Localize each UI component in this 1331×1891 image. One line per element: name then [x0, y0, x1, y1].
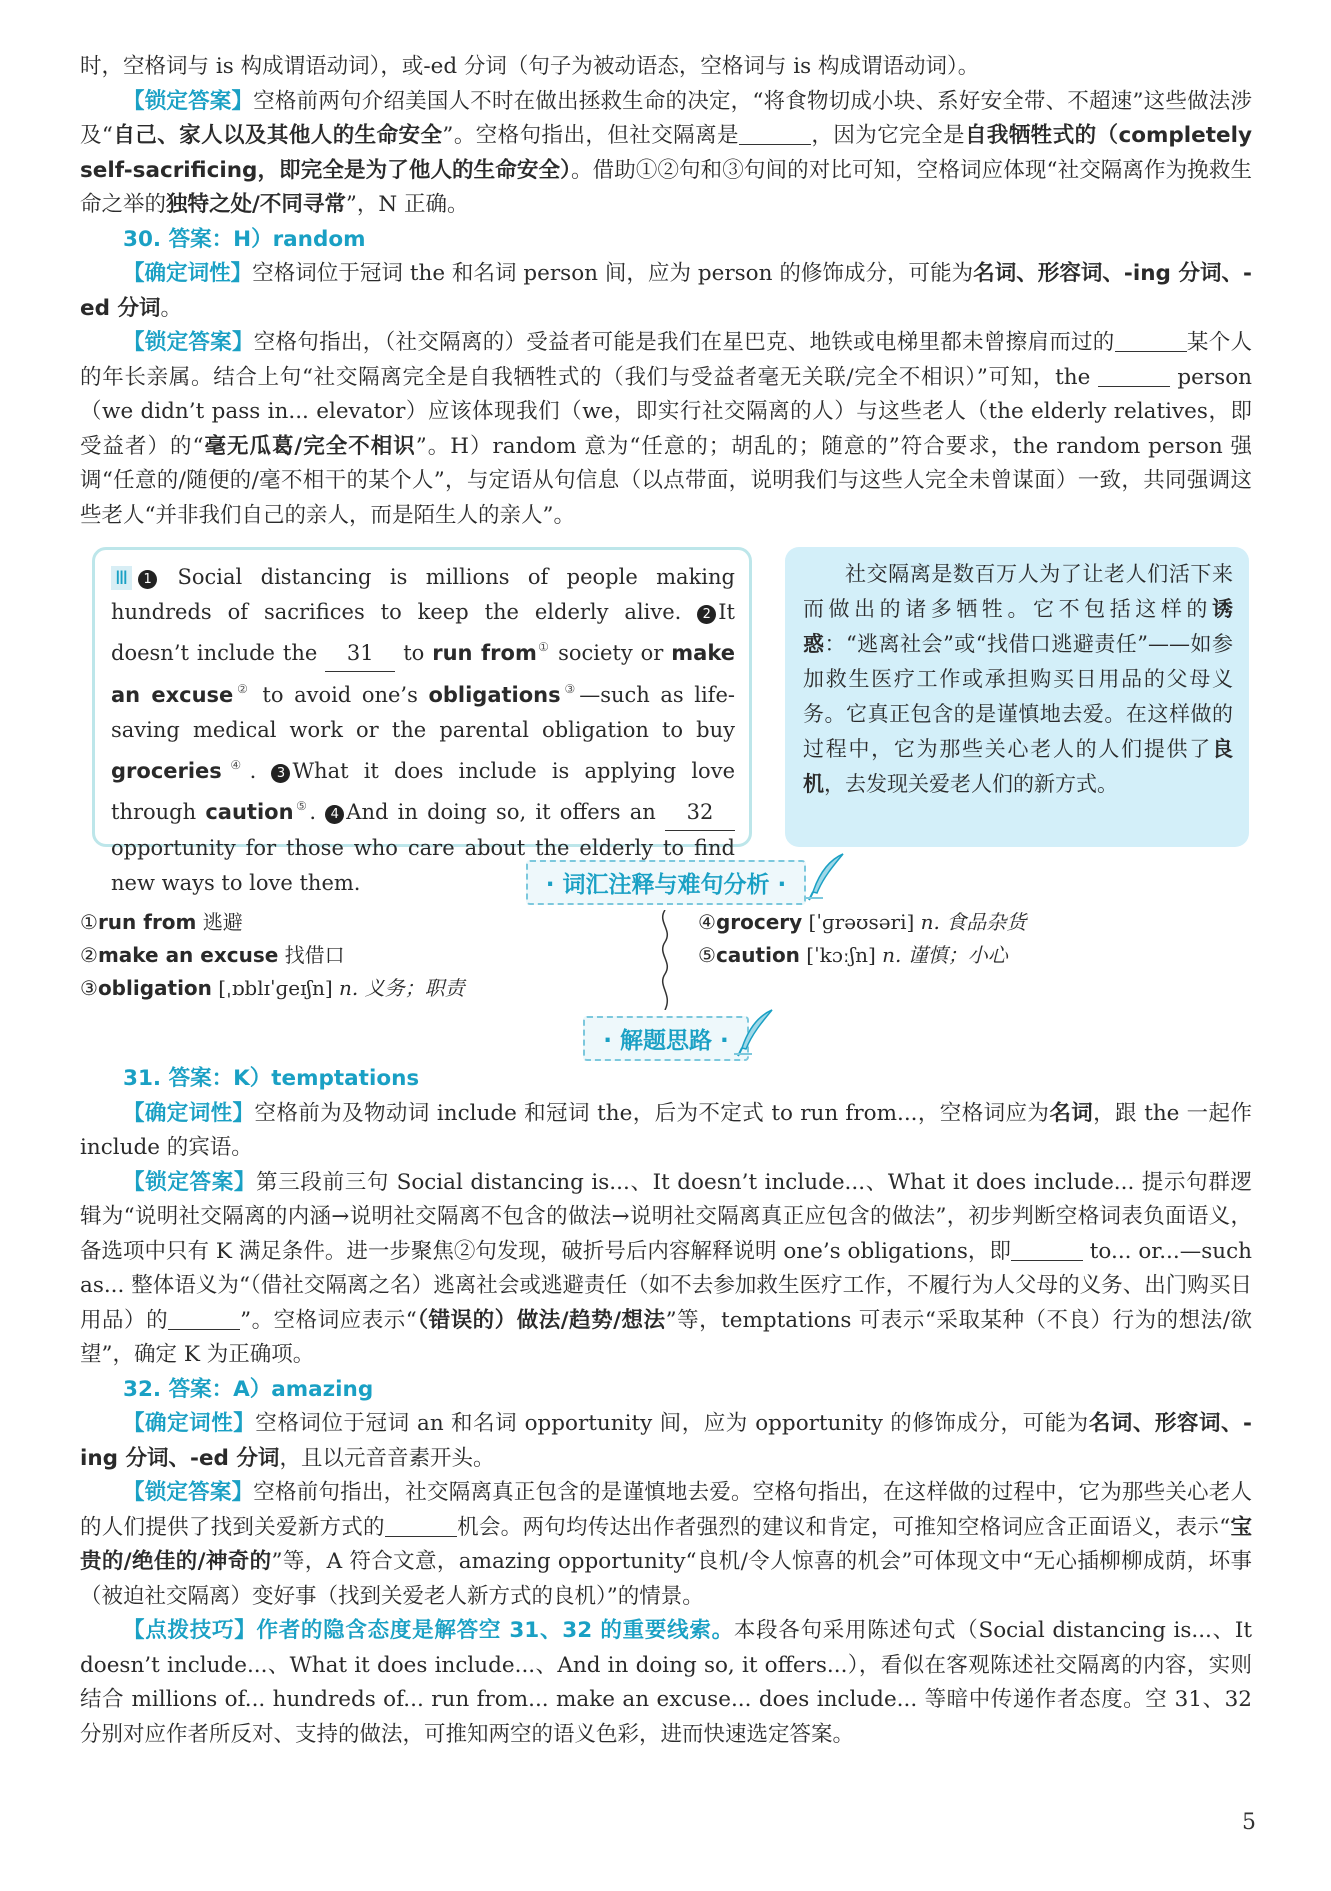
text: . [309, 800, 317, 824]
bold-text: 名词、形容词、-ing 分词、-ed 分词 [80, 1411, 1252, 1471]
vocab-word: obligation [97, 976, 212, 1000]
vocab-item [80, 906, 465, 939]
vocab-pronunciation: [ˈɡrəʊsəri] [808, 910, 915, 934]
vocab-banner [80, 852, 1252, 906]
tag-lock-answer: 【锁定答案】 [123, 1169, 257, 1195]
para-continuation: 时，空格词与 is 构成谓语动词），或-ed 分词（句子为被动语态，空格词与 is 构成谓语动词）。 [80, 54, 980, 79]
tag-lock-answer: 【锁定答案】 [123, 1480, 254, 1505]
text: 第三段前三句 Social distancing is...、It doesn’t include...、What it does include... 提示句群逻辑为“说明社交隔离的内涵→说明社交隔离不包含的做法→说明社交隔离真正应包含的做法”，初步判断空格词表负面语义，备选项中只有 K 满足条件。进一步聚焦②句发现，破折号后内容解释说明 one’s obligations，即 [80, 1169, 1252, 1264]
footnote-mark: ① [536, 640, 551, 654]
para-answer-32-lock [80, 1476, 1252, 1614]
vocab-definition: n. 食品杂货 [920, 910, 1027, 934]
vocab-definition: n. 义务；职责 [339, 976, 465, 1000]
vocab-item [80, 972, 465, 1005]
footnote-mark: ③ [560, 682, 580, 696]
solution-banner [80, 1008, 1252, 1062]
text: What it does include is applying love through [111, 759, 735, 824]
vocab-word: make an excuse [97, 943, 279, 967]
text: 空格前为及物动词 include 和冠词 the，后为不定式 to run from...，空格词应为 [254, 1100, 1050, 1126]
tip-lead: 作者的隐含态度是解答空 31、32 的重要线索。 [256, 1618, 734, 1643]
footnote-mark: ④ [221, 758, 250, 772]
wavy-divider [655, 910, 675, 1010]
vocab-ref-run-from: run from [432, 641, 537, 665]
text: 本段各句采用陈述句式（Social distancing is...、It doesn’t include...、What it does include...、And in doing so, it offers...），看似在客观陈述社交隔离的内容，实则结合 millions of... hundreds of... run from... make an excuse... does include... 等暗中传递作者态度。空 31、32 分别对应作者所反对、支持的做法，可推知两空的语义色彩，进而快速选定答案。 [80, 1618, 1252, 1747]
blank-line [168, 1307, 240, 1330]
text: ，去发现关爱老人们的新方式。 [824, 772, 1118, 796]
text: 社交隔离是数百万人为了让老人们活下来而做出的诸多牺牲。它不包括这样的 [803, 562, 1233, 621]
text: ”等，A 符合文意，amazing opportunity“良机/令人惊喜的机会”可体现文中“无心插柳柳成荫，坏事（被迫社交隔离）变好事（找到关爱老人新方式的良机）”的情景。 [80, 1549, 1252, 1609]
blank-line [1011, 1238, 1083, 1261]
bold-text: 诱惑 [803, 597, 1233, 656]
answer-31-heading: 31. 答案：K）temptations [123, 1066, 420, 1091]
text: —such as life-saving medical work or the parental obligation to buy [111, 683, 735, 742]
text: 空格词位于冠词 the 和名词 person 间，应为 person 的修饰成分，可能为 [252, 261, 974, 286]
vocab-number: ① [80, 910, 98, 934]
bold-text: 独特之处/不同寻常 [166, 192, 346, 217]
tag-lock-answer: 【锁定答案】 [123, 330, 254, 355]
blank-31: 31 [325, 636, 395, 672]
vocab-item [80, 939, 465, 972]
text: person（we didn’t pass in... elevator）应该体现我们（we，即实行社交隔离的人）与这些老人（the elderly relatives，即受益者）的“ [80, 364, 1252, 459]
blank-line [1098, 364, 1170, 387]
blank-line [385, 1514, 457, 1537]
text: ，且以元音音素开头。 [279, 1445, 495, 1471]
text: ，因为它完全是 [810, 123, 965, 148]
text: It doesn’t include the [111, 600, 735, 665]
text: ”等，temptations 可表示“采取某种（不良）行为的想法/欲望”，确定 K 为正确项。 [80, 1307, 1252, 1367]
sentence-number-1: 1 [138, 570, 157, 589]
para-answer-31-lock [80, 1166, 1252, 1373]
blank-32: 32 [665, 795, 735, 831]
blank-line [739, 123, 811, 146]
para-answer-29-lock [80, 85, 1252, 223]
footnote-mark: ② [233, 682, 252, 696]
vocab-number: ③ [80, 976, 98, 1000]
text: ”。空格句指出，但社交隔离是 [442, 123, 739, 148]
text: society or [558, 641, 664, 665]
answer-32-heading: 32. 答案：A）amazing [123, 1376, 374, 1402]
vocab-column-left [80, 906, 465, 1005]
vocab-number: ⑤ [698, 943, 716, 967]
sentence-number-2: 2 [697, 605, 716, 624]
text: 机会。两句均传达出作者强烈的建议和肯定，可推知空格词应含正面语义，表示“ [456, 1514, 1231, 1540]
text: to avoid one’s [262, 683, 418, 707]
text: to... or...—such as... 整体语义为“（借社交隔离之名）逃离社会或逃避责任（如不去参加救生医疗工作，不履行为人父母的义务、出门购买日用品）的 [80, 1238, 1252, 1333]
text: to [403, 641, 425, 665]
solution-banner-title: · 解题思路 · [583, 1016, 749, 1061]
vocab-banner-title: · 词汇注释与难句分析 · [526, 860, 807, 905]
text: ”，N 正确。 [345, 192, 469, 217]
tag-confirm-pos: 【确定词性】 [123, 1100, 255, 1126]
blank-line [1115, 330, 1187, 353]
bold-text: （错误的）做法/趋势/想法 [416, 1307, 666, 1333]
vocab-ref-groceries: groceries [111, 759, 222, 783]
vocab-definition: 找借口 [284, 943, 345, 967]
page-number: 5 [1242, 1810, 1256, 1835]
vocab-definition: 逃避 [202, 910, 243, 934]
tag-confirm-pos: 【确定词性】 [123, 261, 253, 286]
sentence-number-3: 3 [271, 764, 290, 783]
text: . [249, 759, 257, 783]
tag-confirm-pos: 【确定词性】 [123, 1411, 256, 1436]
vocab-word: caution [715, 943, 800, 967]
bold-text: 宝贵的/绝佳的/神奇的 [80, 1514, 1252, 1574]
quill-icon [732, 1008, 776, 1058]
vocab-ref-make-an-excuse: make an excuse [111, 641, 735, 707]
para-answer-30-pos [80, 257, 1252, 326]
text: 。借助①②句和③句间的对比可知，空格词应体现“社交隔离作为挽救生命之举的 [80, 157, 1252, 217]
bold-text: 名词 [1049, 1100, 1094, 1126]
text: 空格词位于冠词 an 和名词 opportunity 间，应为 opportunity 的修饰成分，可能为 [255, 1411, 1089, 1436]
page-content [80, 50, 1252, 1752]
vocab-column-right [698, 906, 1026, 972]
para-answer-31-pos [80, 1097, 1252, 1166]
text: opportunity for those who care about the elderly to find new ways to love them. [111, 836, 735, 895]
vocab-pronunciation: [ˌɒblɪˈɡeɪʃn] [218, 976, 333, 1000]
vocab-list [80, 906, 1252, 1016]
text: ，跟 the 一起作 include 的宾语。 [80, 1100, 1252, 1160]
text: 空格前两句介绍美国人不时在做出拯救生命的决定，“将食物切成小块、系好安全带、不超速”这些做法涉及“ [80, 88, 1252, 148]
para-answer-30-lock [80, 326, 1252, 533]
vocab-item [698, 906, 1026, 939]
bold-text: 毫无瓜葛/完全不相识 [203, 433, 416, 459]
text: ：“逃离社会”或“找借口逃避责任”——如参加救生医疗工作或承担购买日用品的父母义务。它真正包含的是谨慎地去爱。在这样做的过程中，它为那些关心老人的人们提供了 [803, 632, 1233, 761]
bold-text: 良机 [803, 737, 1233, 796]
text: 某个人的年长亲属。结合上句“社交隔离完全是自我牺牲式的（我们与受益者毫无关联/完全不相识）”可知，the [80, 330, 1252, 390]
text: 空格句指出，（社交隔离的）受益者可能是我们在星巴克、地铁或电梯里都未曾擦肩而过的 [253, 330, 1115, 355]
text: And in doing so, it offers an [346, 800, 656, 824]
vocab-word: run from [97, 910, 197, 934]
footnote-mark: ⑤ [293, 799, 310, 813]
quill-icon [803, 852, 847, 902]
vocab-ref-caution: caution [205, 800, 294, 824]
bold-text: 自我牺牲式的（completely self-sacrificing，即完全是为了他人的生命安全） [80, 123, 1252, 183]
text: ”。空格词应表示“ [240, 1307, 417, 1333]
text: 。 [160, 295, 182, 321]
sentence-number-4: 4 [325, 805, 344, 824]
bold-text: 名词、形容词、-ing 分词、-ed 分词 [80, 261, 1252, 321]
text: ”。H）random 意为“任意的；胡乱的；随意的”符合要求，the random person 强调“任意的/随便的/毫不相干的某个人”，与定语从句信息（以点带面，说明我们与这些人完全未曾谋面）一致，共同强调这些老人“并非我们自己的亲人，而是陌生人的亲人”。 [80, 433, 1252, 528]
tag-tip: 【点拨技巧】 [123, 1618, 257, 1643]
vocab-ref-obligations: obligations [428, 683, 561, 707]
vocab-definition: n. 谨慎；小心 [882, 943, 1008, 967]
vocab-number: ④ [698, 910, 716, 934]
text: 空格前句指出，社交隔离真正包含的是谨慎地去爱。空格句指出，在这样做的过程中，它为那些关心老人的人们提供了找到关爱新方式的 [80, 1480, 1252, 1540]
section-roman-numeral: Ⅲ [111, 566, 132, 590]
vocab-word: grocery [715, 910, 803, 934]
vocab-number: ② [80, 943, 98, 967]
sentence-1: Social distancing is millions of people making hundreds of sacrifices to keep the elderly alive. [111, 565, 735, 624]
vocab-pronunciation: [ˈkɔːʃn] [806, 943, 876, 967]
para-answer-32-pos [80, 1407, 1252, 1476]
vocab-item [698, 939, 1026, 972]
passage-translation-box [785, 547, 1249, 847]
answer-30-heading: 30. 答案：H）random [123, 226, 366, 252]
bold-text: 自己、家人以及其他人的生命安全 [112, 123, 443, 148]
para-tip [80, 1614, 1252, 1752]
tag-lock-answer: 【锁定答案】 [123, 88, 254, 114]
